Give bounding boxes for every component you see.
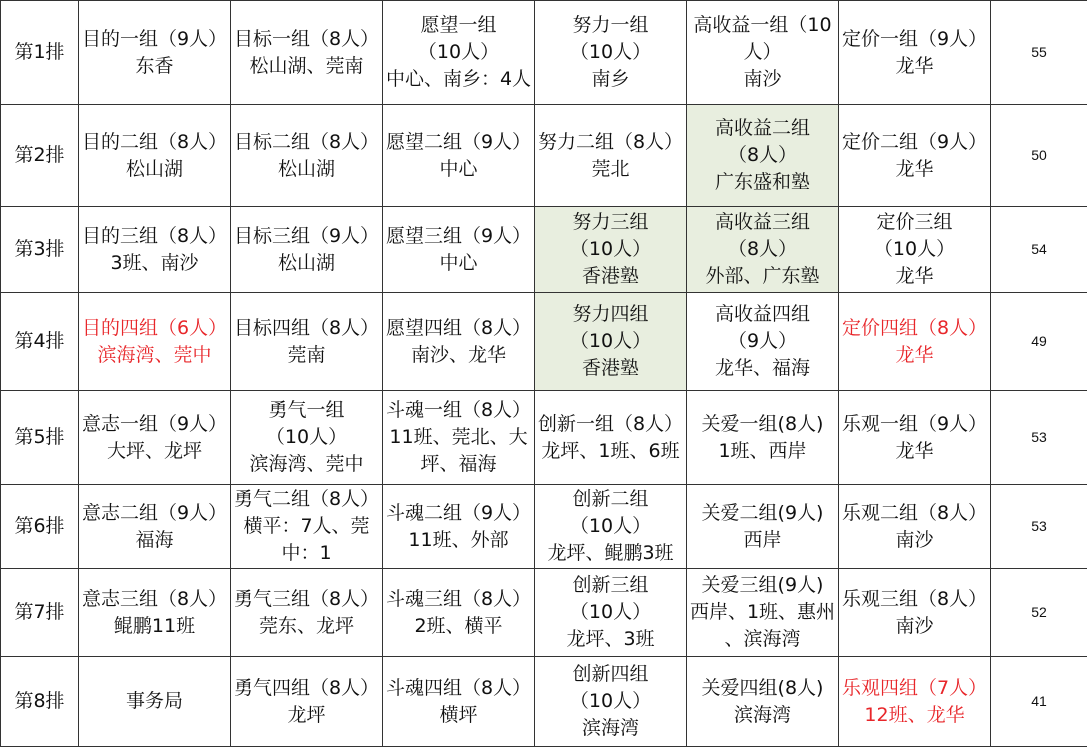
group-cell: 目标三组（9人） 松山湖 [231, 207, 383, 293]
group-cell: 意志三组（8人） 鲲鹏11班 [79, 569, 231, 657]
table-row [1, 293, 1087, 391]
group-cell: 乐观一组（9人） 龙华 [839, 391, 991, 485]
group-cell: 勇气三组（8人） 莞东、龙坪 [231, 569, 383, 657]
group-cell: 目的二组（8人） 松山湖 [79, 105, 231, 207]
group-cell: 勇气四组（8人） 龙坪 [231, 657, 383, 747]
group-cell: 意志一组（9人） 大坪、龙坪 [79, 391, 231, 485]
group-cell: 高收益一组（10 人） 南沙 [687, 1, 839, 105]
group-cell: 创新四组 （10人） 滨海湾 [535, 657, 687, 747]
row-count: 50 [991, 105, 1087, 207]
group-cell: 斗魂一组（8人） 11班、莞北、大 坪、福海 [383, 391, 535, 485]
group-cell: 关爱四组(8人) 滨海湾 [687, 657, 839, 747]
group-cell: 斗魂二组（9人） 11班、外部 [383, 485, 535, 569]
group-cell: 创新三组 （10人） 龙坪、3班 [535, 569, 687, 657]
group-cell: 乐观二组（8人） 南沙 [839, 485, 991, 569]
table-row [1, 105, 1087, 207]
row-label: 第2排 [1, 105, 79, 207]
group-cell: 意志二组（9人） 福海 [79, 485, 231, 569]
group-cell: 关爱三组(9人) 西岸、1班、惠州 、滨海湾 [687, 569, 839, 657]
group-cell: 目标四组（8人） 莞南 [231, 293, 383, 391]
group-cell: 事务局 [79, 657, 231, 747]
group-cell: 目标一组（8人） 松山湖、莞南 [231, 1, 383, 105]
table-row [1, 485, 1087, 569]
row-label: 第3排 [1, 207, 79, 293]
group-cell: 创新二组 （10人） 龙坪、鲲鹏3班 [535, 485, 687, 569]
group-cell: 努力三组 （10人） 香港塾 [535, 207, 687, 293]
group-cell: 定价三组 （10人） 龙华 [839, 207, 991, 293]
group-cell: 关爱二组(9人) 西岸 [687, 485, 839, 569]
table-body [1, 1, 1087, 747]
group-cell: 愿望三组（9人） 中心 [383, 207, 535, 293]
group-cell: 创新一组（8人） 龙坪、1班、6班 [535, 391, 687, 485]
group-cell: 努力一组 （10人） 南乡 [535, 1, 687, 105]
group-cell: 高收益二组 （8人） 广东盛和塾 [687, 105, 839, 207]
group-cell: 目的三组（8人） 3班、南沙 [79, 207, 231, 293]
group-cell: 斗魂三组（8人） 2班、横平 [383, 569, 535, 657]
group-cell: 斗魂四组（8人） 横坪 [383, 657, 535, 747]
group-cell: 关爱一组(8人) 1班、西岸 [687, 391, 839, 485]
table-row [1, 657, 1087, 747]
row-label: 第4排 [1, 293, 79, 391]
group-cell: 定价四组（8人） 龙华 [839, 293, 991, 391]
group-cell: 乐观四组（7人） 12班、龙华 [839, 657, 991, 747]
row-count: 49 [991, 293, 1087, 391]
group-cell: 定价一组（9人） 龙华 [839, 1, 991, 105]
row-label: 第7排 [1, 569, 79, 657]
row-label: 第1排 [1, 1, 79, 105]
row-count: 53 [991, 485, 1087, 569]
table-row [1, 391, 1087, 485]
group-cell: 勇气一组 （10人） 滨海湾、莞中 [231, 391, 383, 485]
group-cell: 努力四组 （10人） 香港塾 [535, 293, 687, 391]
group-cell: 高收益四组 （9人） 龙华、福海 [687, 293, 839, 391]
group-cell: 愿望二组（9人） 中心 [383, 105, 535, 207]
row-label: 第6排 [1, 485, 79, 569]
row-label: 第8排 [1, 657, 79, 747]
row-count: 54 [991, 207, 1087, 293]
row-count: 52 [991, 569, 1087, 657]
group-cell: 目的一组（9人） 东香 [79, 1, 231, 105]
group-cell: 勇气二组（8人） 横平：7人、莞 中：1 [231, 485, 383, 569]
row-count: 41 [991, 657, 1087, 747]
group-cell: 目的四组（6人） 滨海湾、莞中 [79, 293, 231, 391]
group-cell: 定价二组（9人） 龙华 [839, 105, 991, 207]
table-row [1, 1, 1087, 105]
group-cell: 乐观三组（8人） 南沙 [839, 569, 991, 657]
table-row [1, 569, 1087, 657]
row-count: 53 [991, 391, 1087, 485]
group-cell: 高收益三组 （8人） 外部、广东塾 [687, 207, 839, 293]
group-cell: 愿望四组（8人） 南沙、龙华 [383, 293, 535, 391]
row-label: 第5排 [1, 391, 79, 485]
row-count: 55 [991, 1, 1087, 105]
group-cell: 目标二组（8人） 松山湖 [231, 105, 383, 207]
group-cell: 努力二组（8人） 莞北 [535, 105, 687, 207]
table-row [1, 207, 1087, 293]
group-cell: 愿望一组 （10人） 中心、南乡：4人 [383, 1, 535, 105]
